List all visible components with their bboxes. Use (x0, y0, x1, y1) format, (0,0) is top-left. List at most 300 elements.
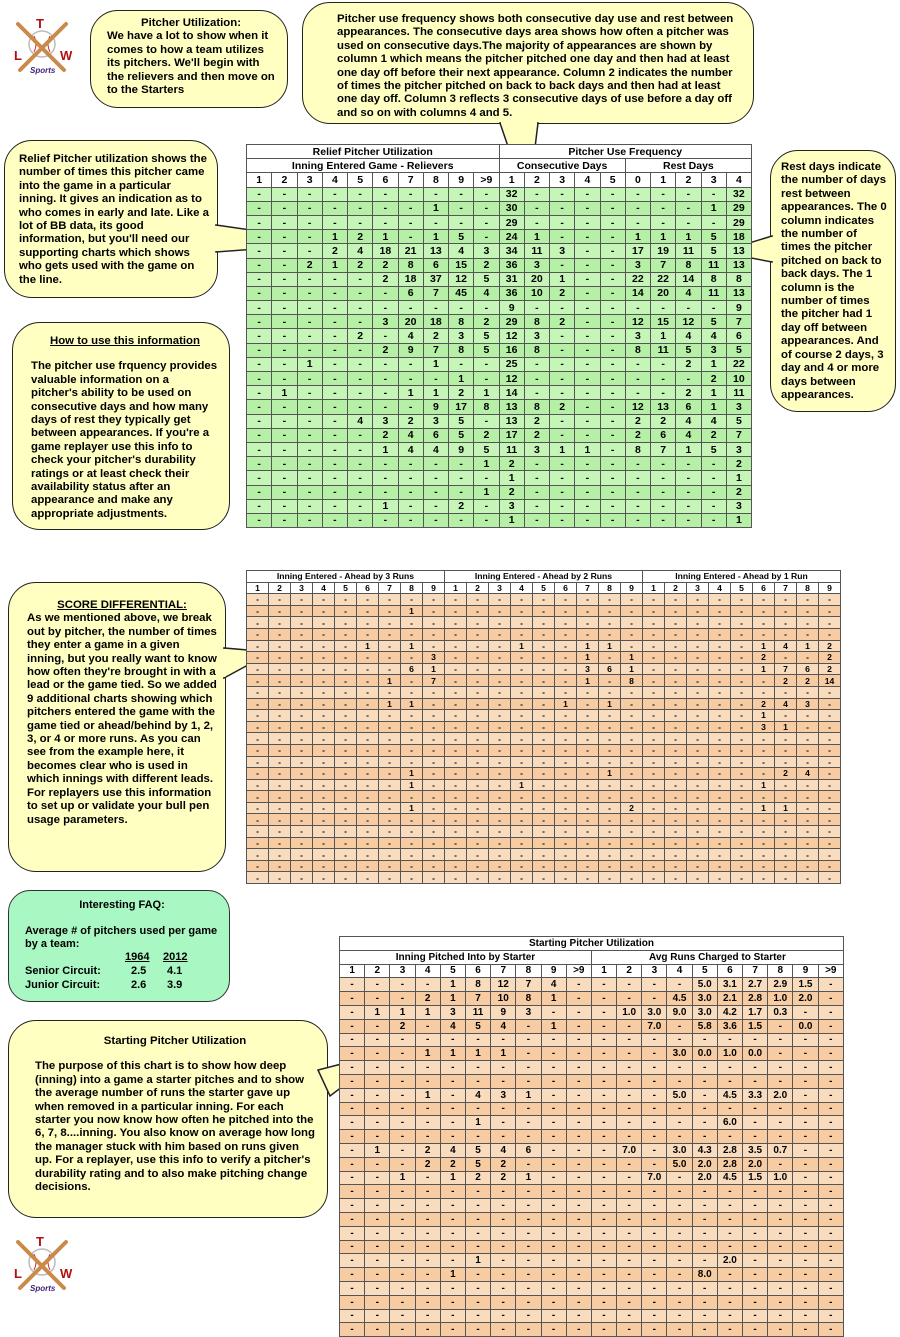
table-cell: 14 (625, 286, 650, 300)
table-cell: 5 (474, 272, 499, 286)
table-cell: - (247, 710, 269, 722)
table-cell: - (415, 1240, 440, 1254)
table-cell: - (717, 1199, 742, 1213)
table-row (247, 485, 752, 499)
table-cell: - (617, 1088, 642, 1102)
table-cell: - (247, 230, 272, 244)
table-cell: - (617, 1033, 642, 1047)
table-cell: - (489, 872, 511, 884)
table-cell: - (709, 628, 731, 640)
table-cell: 0.0 (793, 1019, 818, 1033)
table-cell: - (533, 779, 555, 791)
table-cell: - (555, 605, 577, 617)
table-cell: - (768, 1212, 793, 1226)
table-cell: 2.0 (793, 992, 818, 1006)
table-cell: 1 (423, 357, 448, 371)
table-cell: 5 (474, 343, 499, 357)
table-cell: - (272, 357, 297, 371)
table-row (247, 329, 752, 343)
table-cell: - (322, 315, 347, 329)
column-header: 2 (617, 964, 642, 978)
table-cell: 3 (701, 343, 726, 357)
table-cell: - (423, 686, 445, 698)
table-cell: - (365, 1088, 390, 1102)
table-cell: - (819, 872, 841, 884)
column-header: 7 (775, 582, 797, 594)
table-cell: - (599, 733, 621, 745)
table-cell: - (687, 675, 709, 687)
table-cell: - (591, 1157, 616, 1171)
table-cell: 2 (726, 457, 751, 471)
table-cell: - (600, 329, 625, 343)
table-cell: - (272, 499, 297, 513)
table-cell: - (818, 1295, 843, 1309)
table-cell: - (555, 779, 577, 791)
table-cell: - (731, 744, 753, 756)
table-cell: - (643, 802, 665, 814)
table-cell: - (291, 837, 313, 849)
table-cell: - (348, 428, 373, 442)
table-cell: - (550, 258, 575, 272)
faq-junior-2012: 3.9 (167, 979, 183, 991)
table-cell: - (617, 1047, 642, 1061)
table-cell: 8 (398, 258, 423, 272)
faq-senior-2012: 4.1 (167, 965, 183, 977)
table-cell: - (313, 652, 335, 664)
table-cell: - (415, 1268, 440, 1282)
table-cell: - (591, 1212, 616, 1226)
table-cell: - (297, 329, 322, 343)
table-cell: - (465, 1033, 490, 1047)
table-cell: - (516, 1047, 541, 1061)
table-cell: - (365, 1226, 390, 1240)
table-cell: - (709, 756, 731, 768)
table-cell: - (379, 640, 401, 652)
table-cell: - (449, 215, 474, 229)
table-cell: - (643, 837, 665, 849)
table-cell: - (676, 215, 701, 229)
table-cell: - (398, 230, 423, 244)
table-cell: - (743, 1074, 768, 1088)
table-cell: - (793, 1005, 818, 1019)
table-cell: - (467, 652, 489, 664)
table-cell: - (467, 802, 489, 814)
table-cell: - (322, 457, 347, 471)
table-cell: - (322, 428, 347, 442)
table-cell: - (533, 710, 555, 722)
table-cell: - (291, 663, 313, 675)
ltw-logo-bottom (12, 1236, 72, 1296)
table-cell: - (440, 1323, 465, 1337)
table-cell: - (667, 1033, 692, 1047)
table-cell: 2 (524, 428, 549, 442)
table-cell: - (575, 485, 600, 499)
table-cell: - (643, 710, 665, 722)
column-header: 2 (467, 582, 489, 594)
table-cell: - (474, 372, 499, 386)
table-cell: - (793, 1309, 818, 1323)
table-cell: - (373, 471, 398, 485)
table-cell: 22 (625, 272, 650, 286)
table-cell: 1 (474, 485, 499, 499)
table-cell: - (423, 733, 445, 745)
howto-text: The pitcher use frquency provides valuable information on a pitcher's ability to be used on consecutive days and how many days of rest they typically get between appearances. If you're a game replayer use this info to check your pitcher's durability ratings or at least check their availability status after an appearance and make any appropriate adjustments. (31, 360, 218, 520)
table-cell: - (709, 710, 731, 722)
table-cell: - (775, 779, 797, 791)
table-cell: 14 (676, 272, 701, 286)
table-cell: - (489, 733, 511, 745)
table-cell: 11 (701, 258, 726, 272)
table-cell: - (322, 372, 347, 386)
table-cell: - (489, 756, 511, 768)
table-cell: - (467, 826, 489, 838)
table-cell: - (687, 849, 709, 861)
table-cell: - (550, 428, 575, 442)
table-cell: 1 (555, 698, 577, 710)
table-cell: - (575, 457, 600, 471)
table-cell: 1 (775, 802, 797, 814)
table-cell: - (599, 594, 621, 606)
table-cell: - (340, 1226, 365, 1240)
table-cell: - (643, 605, 665, 617)
table-cell: - (423, 779, 445, 791)
table-cell: - (390, 992, 415, 1006)
table-cell: 2.0 (768, 1088, 793, 1102)
table-cell: - (390, 1047, 415, 1061)
table-cell: - (390, 1074, 415, 1088)
table-cell: - (401, 849, 423, 861)
table-cell: - (555, 791, 577, 803)
table-cell: - (621, 768, 643, 780)
table-cell: - (591, 978, 616, 992)
table-cell: - (340, 1074, 365, 1088)
table-cell: - (819, 791, 841, 803)
table-cell: 20 (651, 286, 676, 300)
score-text: As we mentioned above, we break out by pitcher, the number of times they enter a game in a given inning, but you really want to know how often they're brought in with a lead or the game tied. So we added 9 additional charts showing which pitchers entered the game with the game tied or ahead/behind by 1, 2, 3, or 4 or more runs. As you can see from the example here, it becomes clear who is used in which innings with different leads. For replayers use this information to set up or validate your bull pen usage parameters. (27, 612, 217, 826)
table-cell: - (599, 791, 621, 803)
table-cell: - (340, 1047, 365, 1061)
table-row (340, 1061, 844, 1075)
table-cell: - (797, 733, 819, 745)
table-cell: - (348, 187, 373, 201)
table-cell: 8 (726, 272, 751, 286)
table-cell: - (797, 814, 819, 826)
column-header: 7 (379, 582, 401, 594)
table-cell: - (550, 343, 575, 357)
table-cell: 1 (541, 992, 566, 1006)
table-cell: - (818, 1047, 843, 1061)
table-cell: - (390, 1295, 415, 1309)
table-cell: - (247, 663, 269, 675)
table-cell: - (511, 756, 533, 768)
table-cell: - (291, 860, 313, 872)
table-cell: - (541, 1130, 566, 1144)
table-cell: - (390, 1033, 415, 1047)
table-cell: - (575, 201, 600, 215)
table-cell: - (415, 1074, 440, 1088)
table-cell: - (365, 1295, 390, 1309)
table-cell: - (665, 837, 687, 849)
table-cell: - (322, 485, 347, 499)
table-cell: 2 (415, 1157, 440, 1171)
table-cell: - (642, 1281, 667, 1295)
table-cell: - (599, 744, 621, 756)
table-cell: 1 (753, 640, 775, 652)
table-cell: - (533, 837, 555, 849)
table-cell: - (768, 1102, 793, 1116)
table-cell: - (335, 640, 357, 652)
table-cell: 1.5 (793, 978, 818, 992)
table-cell: - (651, 301, 676, 315)
table-cell: - (348, 457, 373, 471)
table-cell: - (449, 513, 474, 527)
table-cell: - (566, 1047, 591, 1061)
table-cell: - (340, 1240, 365, 1254)
table-cell: - (577, 849, 599, 861)
table-cell: - (322, 471, 347, 485)
table-cell: - (819, 826, 841, 838)
table-cell: 2 (819, 652, 841, 664)
column-header: 6 (465, 964, 490, 978)
table-cell: 2 (348, 329, 373, 343)
table-cell: - (775, 617, 797, 629)
table-cell: 2.8 (717, 1157, 742, 1171)
table-cell: - (577, 594, 599, 606)
table-cell: - (465, 1102, 490, 1116)
table-cell: - (423, 605, 445, 617)
starter-usage-table (339, 936, 844, 1337)
table-cell: 4.5 (717, 1171, 742, 1185)
table-cell: - (365, 1212, 390, 1226)
score-title: SCORE DIFFERENTIAL: (57, 599, 187, 611)
table-cell: - (489, 605, 511, 617)
table-cell: 1 (753, 802, 775, 814)
table-cell: 2 (625, 414, 650, 428)
table-cell: - (465, 1212, 490, 1226)
table-cell: - (555, 814, 577, 826)
table-cell: - (566, 1033, 591, 1047)
table-cell: - (701, 215, 726, 229)
table-cell: 2 (550, 315, 575, 329)
column-header: 4 (322, 173, 347, 187)
table-row (340, 1143, 844, 1157)
table-cell: - (600, 400, 625, 414)
table-cell: - (555, 652, 577, 664)
table-cell: - (297, 400, 322, 414)
table-cell: - (373, 215, 398, 229)
table-cell: - (575, 258, 600, 272)
table-cell: - (717, 1268, 742, 1282)
table-cell: - (667, 1240, 692, 1254)
table-cell: 4 (541, 978, 566, 992)
table-cell: - (541, 1199, 566, 1213)
table-cell: 29 (726, 215, 751, 229)
intro-title: Pitcher Utilization: (141, 17, 241, 29)
table-cell: - (575, 400, 600, 414)
table-cell: 17 (499, 428, 524, 442)
column-header: 4 (726, 173, 751, 187)
table-cell: - (709, 617, 731, 629)
table-cell: - (269, 628, 291, 640)
table-cell: - (818, 1074, 843, 1088)
table-cell: - (489, 791, 511, 803)
table-cell: 45 (449, 286, 474, 300)
table-cell: - (272, 372, 297, 386)
table-cell: - (575, 230, 600, 244)
table-cell: - (415, 1281, 440, 1295)
table-cell: - (365, 1268, 390, 1282)
table-cell: 1 (423, 201, 448, 215)
table-cell: - (642, 992, 667, 1006)
table-cell: 3.0 (692, 992, 717, 1006)
table-cell: - (577, 791, 599, 803)
table-cell: 25 (499, 357, 524, 371)
table-cell: 1 (726, 513, 751, 527)
table-cell: - (731, 860, 753, 872)
table-cell: - (621, 826, 643, 838)
table-cell: 24 (499, 230, 524, 244)
table-cell: - (621, 721, 643, 733)
table-cell: 1 (599, 768, 621, 780)
table-cell: - (348, 372, 373, 386)
table-cell: - (599, 837, 621, 849)
table-cell: - (753, 826, 775, 838)
table-cell: - (269, 756, 291, 768)
table-cell: - (516, 1295, 541, 1309)
table-cell: - (516, 1240, 541, 1254)
table-cell: 8 (625, 343, 650, 357)
table-cell: - (511, 837, 533, 849)
table-cell: 8 (701, 272, 726, 286)
table-cell: - (533, 733, 555, 745)
column-header: 3 (687, 582, 709, 594)
table-cell: - (357, 779, 379, 791)
table-cell: 3 (524, 329, 549, 343)
table-cell: 2 (701, 428, 726, 442)
table-cell: - (348, 315, 373, 329)
table-cell: 11 (701, 286, 726, 300)
table-cell: 1 (415, 1047, 440, 1061)
table-cell: - (819, 802, 841, 814)
table-cell: - (467, 744, 489, 756)
table-row (247, 802, 841, 814)
table-cell: - (379, 837, 401, 849)
table-cell: 2 (373, 272, 398, 286)
table-cell: - (401, 617, 423, 629)
table-cell: 22 (651, 272, 676, 286)
table-cell: - (753, 837, 775, 849)
table-cell: - (676, 513, 701, 527)
table-cell: - (415, 1061, 440, 1075)
column-header: 3 (291, 582, 313, 594)
table-cell: - (272, 215, 297, 229)
table-cell: - (390, 1226, 415, 1240)
table-cell: - (379, 710, 401, 722)
table-cell: - (247, 628, 269, 640)
table-cell: - (550, 201, 575, 215)
table-cell: - (577, 756, 599, 768)
table-cell: - (577, 686, 599, 698)
table-cell: - (566, 1295, 591, 1309)
table-cell: - (621, 756, 643, 768)
table-cell: - (591, 1116, 616, 1130)
table-cell: - (423, 744, 445, 756)
logo-caption: Sports (30, 66, 56, 75)
table-cell: - (322, 442, 347, 456)
table-cell: - (423, 849, 445, 861)
table-cell: - (340, 1295, 365, 1309)
table-cell: 6.0 (717, 1116, 742, 1130)
table-cell: - (665, 594, 687, 606)
table-row (247, 400, 752, 414)
table-cell: 4 (398, 428, 423, 442)
table-cell: - (566, 1323, 591, 1337)
table-cell: - (491, 1226, 516, 1240)
table-cell: - (445, 779, 467, 791)
table-cell: - (687, 756, 709, 768)
table-cell: - (313, 710, 335, 722)
table-cell: - (600, 215, 625, 229)
table-cell: - (322, 499, 347, 513)
table-cell: - (768, 1281, 793, 1295)
table-cell: 8 (676, 258, 701, 272)
table-cell: - (313, 779, 335, 791)
table-cell: - (357, 814, 379, 826)
table-cell: - (665, 779, 687, 791)
table-cell: - (272, 400, 297, 414)
table-cell: - (390, 978, 415, 992)
table-row (340, 1240, 844, 1254)
table-cell: 3 (499, 499, 524, 513)
table-cell: - (643, 756, 665, 768)
column-header: 1 (445, 582, 467, 594)
table-cell: - (819, 733, 841, 745)
table-cell: 18 (373, 244, 398, 258)
table-cell: - (709, 802, 731, 814)
table-cell: - (379, 802, 401, 814)
table-cell: - (555, 686, 577, 698)
table-cell: 15 (651, 315, 676, 329)
table-cell: - (643, 826, 665, 838)
table-cell: 1 (726, 471, 751, 485)
table-cell: - (423, 513, 448, 527)
table-cell: - (335, 605, 357, 617)
table-cell: - (357, 698, 379, 710)
table-cell: - (818, 1061, 843, 1075)
table-cell: - (379, 686, 401, 698)
table-cell: - (793, 1212, 818, 1226)
table-cell: - (511, 872, 533, 884)
table-cell: 3 (516, 1005, 541, 1019)
table-row (340, 978, 844, 992)
table-cell: - (373, 329, 398, 343)
table-cell: 1.0 (617, 1005, 642, 1019)
table-cell: 1 (379, 698, 401, 710)
table-cell: - (247, 826, 269, 838)
table-cell: 8 (449, 343, 474, 357)
table-cell: - (743, 1268, 768, 1282)
table-cell: - (555, 849, 577, 861)
table-cell: - (692, 1116, 717, 1130)
column-header: 6 (555, 582, 577, 594)
table-cell: - (269, 605, 291, 617)
table-cell: - (541, 1088, 566, 1102)
table-cell: - (665, 640, 687, 652)
table-cell: - (793, 1088, 818, 1102)
howto-callout (12, 322, 230, 530)
table-cell: - (753, 605, 775, 617)
table-cell: - (449, 485, 474, 499)
